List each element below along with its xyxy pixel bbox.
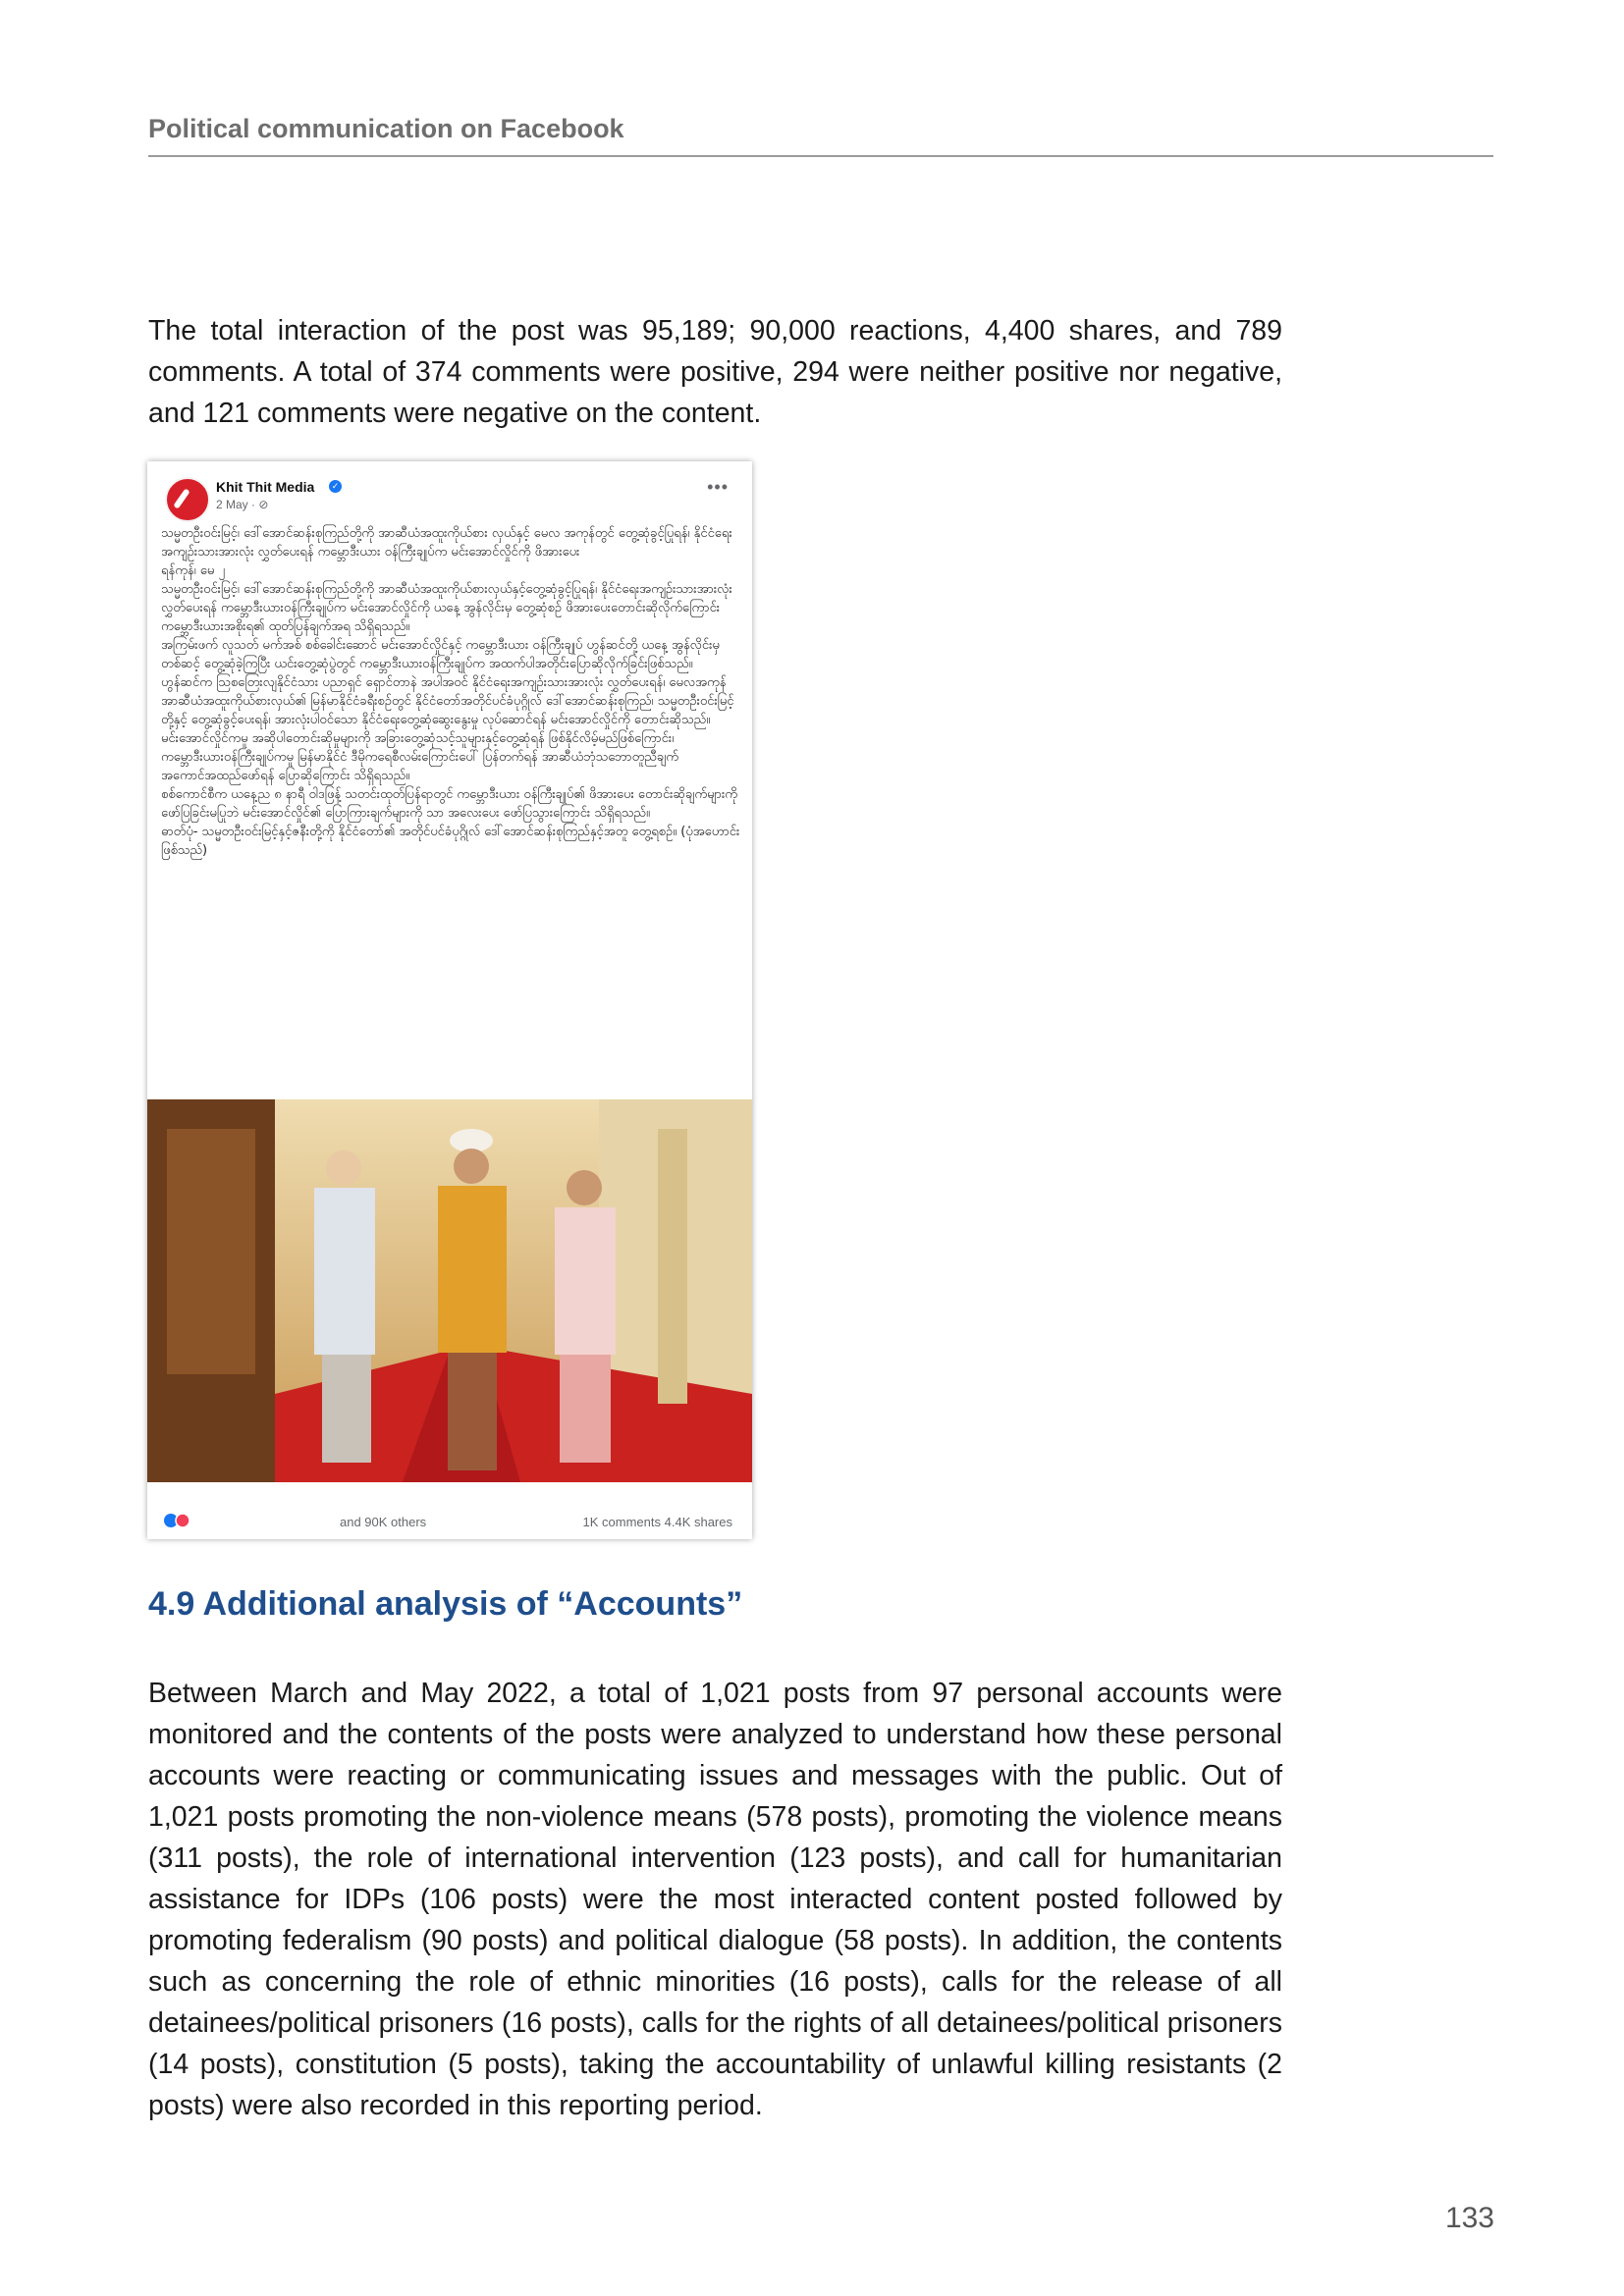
intro-paragraph: The total interaction of the post was 95,189; 90,000 reactions, 4,400 shares, and 789 comments. A total of 374 comments were positive, 294 were neither positive nor negative, and 121 comments were negative on the content.	[148, 315, 1282, 429]
facebook-post-screenshot	[147, 461, 752, 1539]
page-avatar	[165, 477, 210, 522]
post-date: 2 May · ⊘	[216, 498, 269, 511]
page-number: 133	[1444, 2202, 1494, 2234]
reactions-icon	[163, 1513, 192, 1528]
section-heading: 4.9 Additional analysis of “Accounts”	[148, 1585, 743, 1623]
verified-badge-icon: ✓	[329, 480, 342, 493]
page-name: Khit Thit Media	[216, 479, 315, 495]
section-paragraph: Between March and May 2022, a total of 1,021 posts from 97 personal accounts were monitored and the contents of the posts were analyzed to understand how these personal accounts were reacting or communicating issues and messages with the public. Out of 1,021 posts promoting the non-violence means (578 posts), promoting the violence means (311 posts), the role of international intervention (123 posts), and call for humanitarian assistance for IDPs (106 posts) were the most interacted content posted followed by promoting federalism (90 posts) and political dialogue (58 posts). In addition, the contents such as concerning the role of ethnic minorities (16 posts), calls for the release of all detainees/political prisoners (16 posts), calls for the rights of all detainees/political prisoners (14 posts), constitution (5 posts), taking the accountability of unlawful killing resistants (2 posts) were also recorded in this reporting period.	[148, 1678, 1282, 2121]
header-rule	[148, 155, 1493, 157]
post-photo-illustration	[147, 1099, 752, 1482]
post-text: သမ္မတဦးဝင်းမြင့်၊ ဒေါ်အောင်ဆန်းစုကြည်တို့ကို အာဆီယံအထူးကိုယ်စား လှယ်နှင့် မေလ အကုန်တွင် တွေ့ဆုံခွင့်ပြုရန်၊ နိုင်ငံရေးအကျဉ်းသားအားလုံး လွှတ်ပေးရန် ကမ္ဘောဒီးယား ဝန်ကြီးချုပ်က မင်းအောင်လှိုင်ကို ဖိအားပေး ရန်ကုန်၊ မေ ၂ သမ္မတဦးဝင်းမြင့်၊ ဒေါ်အောင်ဆန်းစုကြည်တို့ကို အာဆီယံအထူးကိုယ်စားလှယ်နှင့်တွေ့ဆုံခွင့်ပြုရန်၊ နိုင်ငံရေးအကျဉ်းသားအားလုံး လွှတ်ပေးရန် ကမ္ဘောဒီးယားဝန်ကြီးချုပ်က မင်းအောင်လှိုင်ကို ယနေ့ အွန်လိုင်းမှ တွေ့ဆုံစဉ် ဖိအားပေးတောင်းဆိုလိုက်ကြောင်း ကမ္ဘောဒီးယားအစိုးရ၏ ထုတ်ပြန်ချက်အရ သိရှိရသည်။ အကြမ်းဖက် လူသတ် မက်အစ် စစ်ခေါင်းဆောင် မင်းအောင်လှိုင်နှင့် ကမ္ဘောဒီးယား ဝန်ကြီးချုပ် ဟွန်ဆင်တို့ ယနေ့ အွန်လိုင်းမှတစ်ဆင့် တွေ့ဆုံခဲ့ကြပြီး ယင်းတွေ့ဆုံပွဲတွင် ကမ္ဘောဒီးယားဝန်ကြီးချုပ်က အထက်ပါအတိုင်းပြောဆိုလိုက်ခြင်းဖြစ်သည်။ ဟွန်ဆင်က ဩစတြေးလျနိုင်ငံသား ပညာရှင် ရှောင်တာနဲ အပါအဝင် နိုင်ငံရေးအကျဉ်းသားအားလုံး လွှတ်ပေးရန်၊ မေလအကုန် အာဆီယံအထူးကိုယ်စားလှယ်၏ မြန်မာနိုင်ငံခရီးစဉ်တွင် နိုင်ငံတော်အတိုင်ပင်ခံပုဂ္ဂိုလ် ဒေါ်အောင်ဆန်းစုကြည်၊ သမ္မတဦးဝင်းမြင့်တို့နှင့် တွေ့ဆုံခွင့်ပေးရန်၊ အားလုံးပါဝင်သော နိုင်ငံရေးတွေ့ဆုံဆွေးနွေးမှု လုပ်ဆောင်ရန် မင်းအောင်လှိုင်ကို တောင်းဆိုသည်။ မင်းအောင်လှိုင်ကမူ အဆိုပါတောင်းဆိုမှုများကို အခြားတွေ့ဆုံသင့်သူများနှင့်တွေ့ဆုံရန် ဖြစ်နိုင်လိမ့်မည်ဖြစ်ကြောင်း၊ ကမ္ဘောဒီးယားဝန်ကြီးချုပ်ကမူ မြန်မာနိုင်ငံ ဒီမိုကရေစီလမ်းကြောင်းပေါ် ပြန်တက်ရန် အာဆီယံဘုံသဘောတူညီချက်အကောင်အထည်ဖော်ရန် ပြောဆိုကြောင်း သိရှိရသည်။ စစ်ကောင်စီက ယနေ့ည ၈ နာရီ ဝါဒဖြန့် သတင်းထုတ်ပြန်ရာတွင် ကမ္ဘောဒီးယား ဝန်ကြီးချုပ်၏ ဖိအားပေး တောင်းဆိုချက်များကို ဖော်ပြခြင်းမပြုဘဲ မင်းအောင်လှိုင်၏ ပြောကြားချက်များကို သာ အလေးပေး ဖော်ပြသွားကြောင်း သိရှိရသည်။ ဓာတ်ပုံ- သမ္မတဦးဝင်းမြင့်နှင့်ဇနီးတို့ကို နိုင်ငံတော်၏ အတိုင်ပင်ခံပုဂ္ဂိုလ် ဒေါ်အောင်ဆန်းစုကြည်နှင့်အတူ တွေ့ရစဉ်။ (ပုံအဟောင်းဖြစ်သည်)	[161, 526, 740, 858]
running-header: Political communication on Facebook	[148, 114, 624, 143]
comments-shares-count: 1K comments 4.4K shares	[582, 1515, 732, 1529]
post-photo	[147, 1099, 752, 1482]
reactions-count: and 90K others	[340, 1515, 427, 1529]
more-options-icon: •••	[707, 477, 729, 497]
